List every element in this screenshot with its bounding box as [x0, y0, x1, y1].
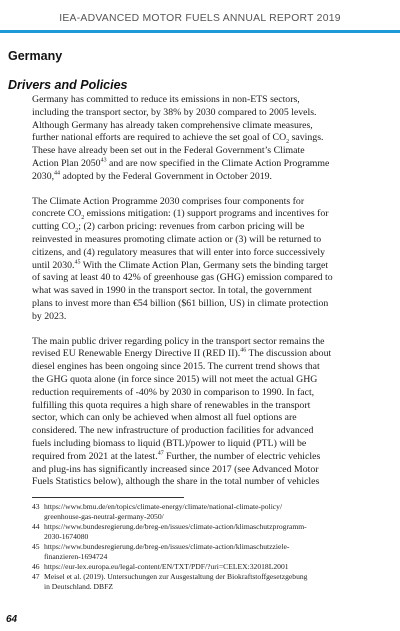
country-heading: Germany: [8, 49, 63, 63]
section-heading: Drivers and Policies: [8, 78, 128, 92]
footnote-ref: 45: [74, 259, 81, 266]
page-header: [0, 0, 400, 31]
footnote-link[interactable]: https://www.bundesregierung.de/breg-en/issues/climate-action/klimaschutzprogramm-: [44, 522, 307, 531]
text-line: The Climate Action Programme 2030 comprises four components for: [32, 195, 305, 207]
footnote-number: 43: [32, 502, 40, 511]
footnote-link[interactable]: https://www.bundesregierung.de/breg-en/issues/climate-action/klimaschutzziele-: [44, 542, 290, 551]
footnote-46: [32, 562, 372, 572]
text-line: further national efforts are required to achieve the set goal of $CO_2$ savings.: [32, 132, 324, 146]
text-line: reinvested in measures promoting climate action or (3) will be returned to: [32, 233, 322, 245]
text-line: reduction requirements of -40% by 2030 in comparison to 1990. In fact,: [32, 386, 315, 398]
text-line: until 2030.45 With the Climate Action Plan, Germany sets the binding target: [32, 259, 329, 271]
footnotes: [32, 502, 372, 592]
text-line: Although Germany has already taken comprehensive climate measures,: [32, 119, 313, 131]
text-line: fulfilling this quota requires a high share of renewables in the transport: [32, 399, 311, 411]
text-line: diesel engines has been ongoing since 2015. The current trend shows that: [32, 361, 320, 373]
body-text: [32, 94, 368, 501]
footnote-link[interactable]: 2030-1674080: [44, 532, 89, 541]
text-line: citizens, and (4) regulatory measures that will enter into force successively: [32, 246, 325, 258]
footnote-divider: [32, 497, 184, 498]
footnote-ref: 43: [100, 157, 107, 164]
text-line: cutting $CO_2$; (2) carbon pricing: revenues from carbon pricing will be: [32, 221, 305, 235]
text-line: Fuels Statistics below), although the share in the total number of vehicles: [32, 476, 320, 488]
text-line: the GHG quota alone (in force since 2015) will not meet the actual GHG: [32, 373, 318, 385]
header-rule: [0, 30, 400, 33]
text-line: These have already been set out in the Federal Government’s Climate: [32, 145, 305, 157]
footnote-44: [32, 522, 372, 542]
paragraph-1: [32, 94, 368, 184]
text-line: including the transport sector, by 38% by 2030 compared to 2005 levels.: [32, 106, 317, 118]
text-line: and plug-ins has significantly increased since 2017 (see Advanced Motor: [32, 463, 319, 475]
text-line: The main public driver regarding policy in the transport sector remains the: [32, 335, 325, 347]
page-number: 64: [6, 614, 18, 625]
footnote-ref: 44: [54, 170, 61, 177]
footnote-text: in Deutschland. DBFZ: [44, 582, 113, 591]
text-line: what was saved in 1990 in the transport sector. In total, the government: [32, 285, 312, 297]
text-line: sector, which can only be achieved when almost all fuel options are: [32, 412, 297, 424]
text-line: Germany has committed to reduce its emissions in non-ETS sectors,: [32, 94, 300, 105]
report-title: IEA-ADVANCED MOTOR FUELS ANNUAL REPORT 2019: [59, 13, 341, 24]
footnote-link[interactable]: finanzieren-1694724: [44, 552, 108, 561]
footnote-link[interactable]: https://www.bmu.de/en/topics/climate-energy/climate/national-climate-policy/: [44, 502, 283, 511]
footnote-number: 47: [32, 572, 40, 581]
paragraph-3: [32, 336, 368, 490]
footnote-ref: 47: [157, 450, 164, 457]
text-line: considered. The new infrastructure of production facilities for advanced: [32, 425, 314, 437]
text-line: required from 2021 at the latest.$^{47}$ Further, the number of electric vehicles: [32, 450, 321, 462]
footnote-45: [32, 542, 372, 562]
footnote-link[interactable]: https://eur-lex.europa.eu/legal-content/EN/TXT/PDF/?uri=CELEX:32018L2001: [44, 562, 289, 571]
footnote-number: 45: [32, 542, 40, 551]
paragraph-2: [32, 196, 368, 324]
footnote-number: 46: [32, 562, 40, 571]
text-line: fuels including biomass to liquid (BTL)/power to liquid (PTL) will be: [32, 437, 307, 449]
footnote-text: Meisel et al. (2019). Untersuchungen zur Ausgestaltung der Biokraftstoffgesetzgebung: [44, 572, 308, 581]
footnote-47: [32, 572, 372, 592]
text-line: concrete $CO_2$ emissions mitigation: (1) support programs and incentives for: [32, 208, 329, 222]
text-line: by 2023.: [32, 310, 67, 322]
text-line: 2030,44 adopted by the Federal Government in October 2019.: [32, 170, 272, 182]
footnote-ref: 46: [240, 348, 247, 355]
text-line: of saving at least 40 to 42% of greenhouse gas (GHG) emission compared to: [32, 272, 333, 284]
text-line: Action Plan 2050$^{43}$ and are now specified in the Climate Action Programme: [32, 157, 330, 169]
text-line: revised EU Renewable Energy Directive II (RED II).$^{46}$ The discussion about: [32, 348, 332, 360]
text-line: plans to invest more than €54 billion ($61 billion, US) in climate protection: [32, 297, 329, 309]
footnote-link[interactable]: greenhouse-gas-neutral-germany-2050/: [44, 512, 164, 521]
footnote-43: [32, 502, 372, 522]
footnote-number: 44: [32, 522, 40, 531]
